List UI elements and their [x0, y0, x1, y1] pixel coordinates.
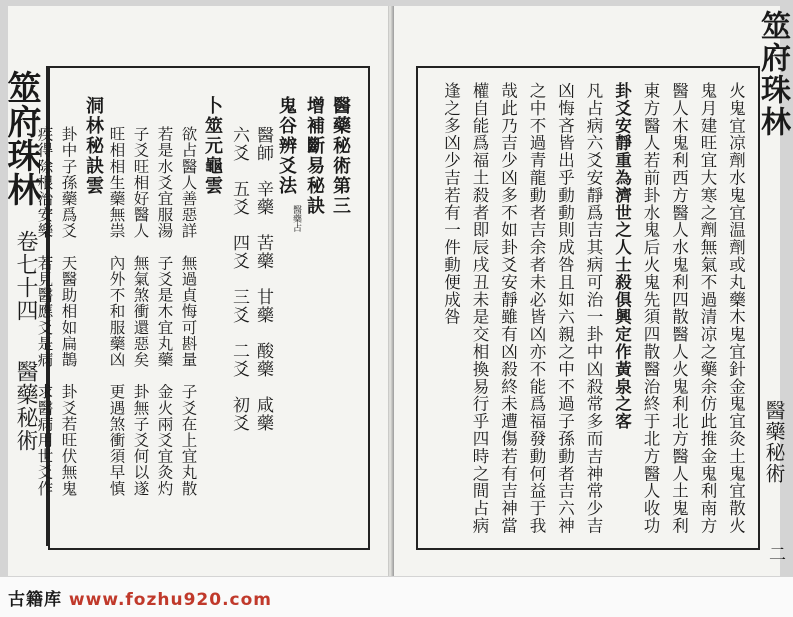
table-row-medicine: 醫師 辛藥 苦藥 甘藥 酸藥 咸藥	[253, 126, 273, 432]
right-text-line: 凡占病六爻安靜爲吉其病可治一卦中凶殺常多而吉神常少吉	[584, 82, 603, 535]
heading-donglin: 洞林秘訣雲	[83, 96, 104, 196]
right-text-line: 鬼月建旺宜大寒之劑無氣不過清凉之藥余仿此推金鬼利南方	[698, 82, 717, 535]
watermark-site-name: 古籍库	[8, 590, 62, 610]
verse-line: 欲占醫人善惡詳 無過貞悔可斟量 子爻在上宜丸散	[179, 126, 198, 497]
right-page-edge-title: 筮府珠林	[755, 10, 790, 138]
section-title: 醫藥秘術第三	[330, 96, 351, 216]
heading-guigu: 鬼谷辨爻法	[276, 96, 297, 196]
verse-line: 子爻旺相好醫人 無氣煞衝還惡矣 卦無子爻何以遂	[131, 126, 150, 497]
subtitle: 增補斷易秘訣	[304, 96, 325, 216]
right-text-line: 凶悔吝皆出乎動動則成咎且如六親之中不過子孫動者吉六神	[555, 82, 575, 535]
verse-line: 卦中子孫藥爲爻 天醫助相如扁鵲 卦爻若旺伏無鬼	[59, 126, 78, 497]
watermark-text	[8, 585, 272, 610]
right-text-line: 逢之多凶少吉若有一件動便成咎	[441, 82, 461, 326]
heading-bushi: 卜筮元龜雲	[202, 96, 223, 196]
edge-volume: 卷七十四	[13, 230, 38, 322]
verse-line: 疾得除根治安樂 若見醫應爻是病 求醫病用世爻作	[35, 126, 54, 497]
right-text-line: 火鬼宜凉劑水鬼宜温劑或丸藥木鬼宜針金鬼宜灸土鬼宜散火	[726, 82, 746, 535]
watermark-url: www.fozhu920.com	[68, 590, 272, 610]
right-page-edge-section: 醫藥秘術	[762, 400, 786, 484]
right-text-line: 醫人木鬼利西方醫人水鬼利四散醫人火鬼利北方醫人土鬼利	[669, 82, 689, 535]
right-text-line: 權自能爲福土殺者即辰戌丑未是交相換易行乎四時之間占病	[470, 82, 489, 535]
verse-line: 若是水爻宜服湯 子爻是木宜丸藥 金火兩爻宜灸灼	[155, 126, 174, 497]
verse-line: 旺相相生藥無祟 內外不和服藥凶 更遇煞衝須早慎	[107, 126, 126, 497]
right-text-line: 東方醫人若前卦水鬼后火鬼先須四散醫治終于北方醫人收功	[641, 82, 660, 535]
edge-title: 筮府珠林	[1, 70, 41, 206]
right-text-line: 卦爻安靜重為濟世之人士殺俱興定作黃泉之客	[612, 82, 632, 430]
edge-section: 醫藥秘術	[13, 360, 38, 452]
watermark-bar	[0, 577, 793, 617]
subtitle-note: 醫藥占	[291, 205, 301, 232]
right-text-line: 之中不過青龍動者吉余者未必皆凶亦不能爲福發動何益于我	[527, 82, 546, 535]
right-page-number: 二	[765, 545, 785, 563]
table-row-yao: 六爻 五爻 四爻 三爻 二爻 初爻	[229, 126, 249, 432]
right-text-line: 哉此乃吉少凶多不如卦爻安靜雖有凶殺終未遭傷若有吉神當	[498, 82, 518, 535]
